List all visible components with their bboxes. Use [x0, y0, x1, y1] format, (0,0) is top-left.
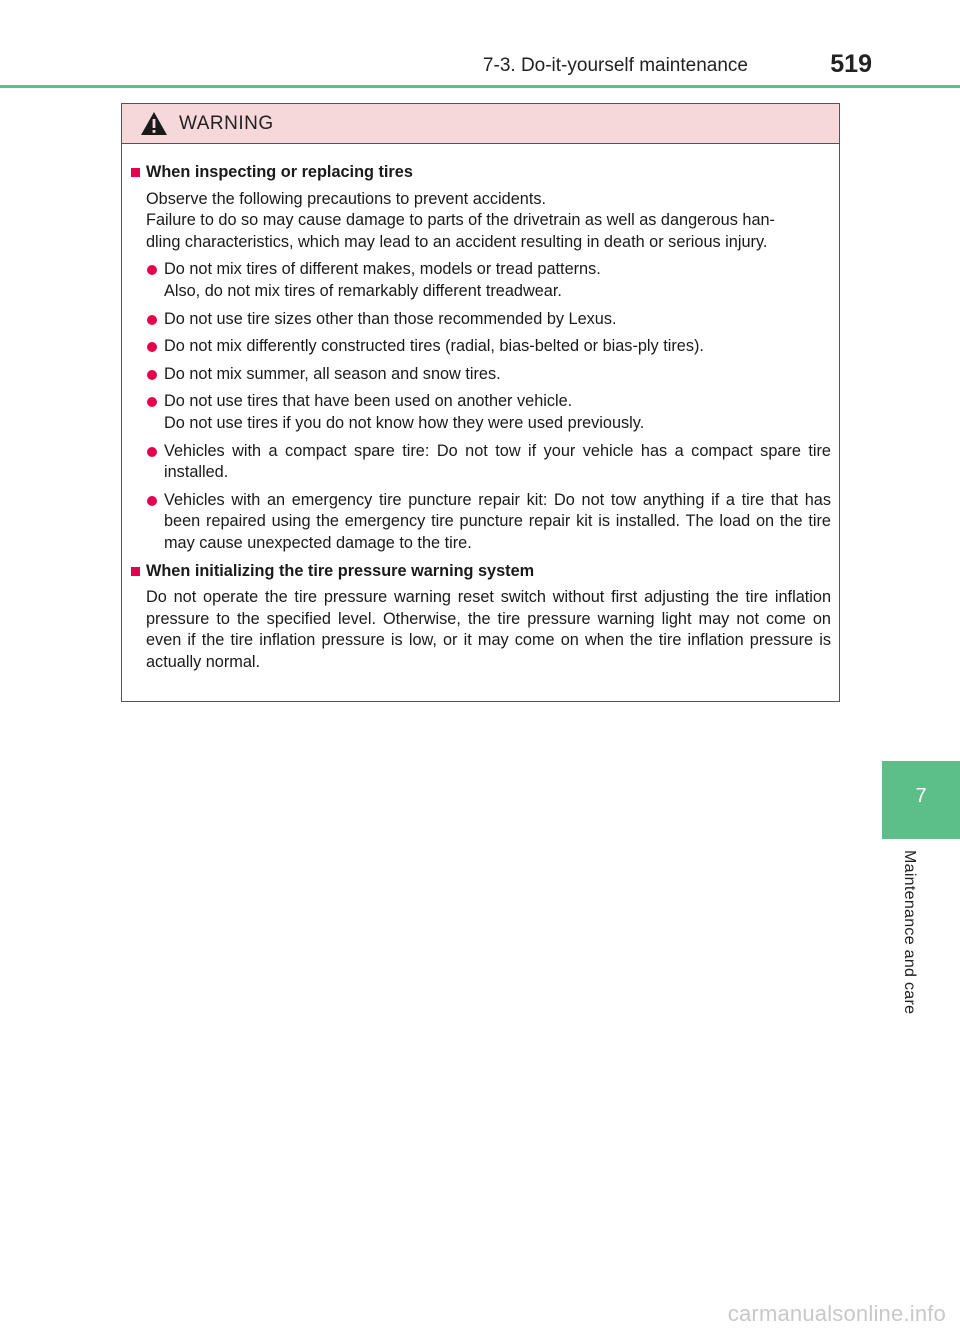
- section-heading-text: When inspecting or replacing tires: [146, 163, 413, 181]
- square-bullet-icon: [131, 168, 140, 177]
- warning-title: WARNING: [179, 113, 274, 134]
- bullet-text: Do not use tires if you do not know how they were used previously.: [164, 413, 645, 432]
- page-number: 519: [830, 50, 872, 78]
- bullet-dot-icon: [147, 370, 157, 380]
- bullet-item: [131, 441, 831, 484]
- bullet-text: Do not use tire sizes other than those recommended by Lexus.: [164, 309, 617, 328]
- page-header: [0, 0, 960, 90]
- bullet-dot-icon: [147, 447, 157, 457]
- chapter-label: Maintenance and care: [901, 850, 918, 1015]
- bullet-item: [131, 336, 831, 358]
- square-bullet-icon: [131, 567, 140, 576]
- intro-line: Failure to do so may cause damage to parts of the drivetrain as well as dangerous han-: [146, 211, 775, 230]
- watermark: carmanualsonline.info: [727, 1301, 946, 1326]
- intro-line: dling characteristics, which may lead to an accident resulting in death or serious injury.: [146, 232, 768, 251]
- bullet-dot-icon: [147, 315, 157, 325]
- section-heading-inspecting: [131, 162, 831, 184]
- bullet-dot-icon: [147, 265, 157, 275]
- bullet-item: [131, 490, 831, 555]
- section-heading-text: When initializing the tire pressure warning system: [146, 561, 535, 580]
- bullet-text: Do not mix summer, all season and snow tires.: [164, 364, 501, 383]
- section-title: 7-3. Do-it-yourself maintenance: [482, 55, 748, 76]
- bullet-text: Vehicles with an emergency tire puncture repair kit: Do not tow anything if a tire that has been repaired using the emergency tire puncture repair kit is installed. The load on the tire may cause unexpected damage to the tire.: [164, 490, 831, 552]
- bullet-item: [131, 259, 831, 302]
- bullet-text: Do not mix differently constructed tires (radial, bias-belted or bias-ply tires).: [164, 337, 704, 356]
- bullet-text: Also, do not mix tires of remarkably different treadwear.: [164, 281, 562, 300]
- bullet-text: Do not mix tires of different makes, models or tread patterns.: [164, 260, 601, 279]
- bullet-dot-icon: [147, 397, 157, 407]
- section-intro: [131, 189, 831, 254]
- warning-box: [121, 103, 840, 702]
- bullet-item: [131, 391, 831, 434]
- bullet-dot-icon: [147, 342, 157, 352]
- bullet-text: Vehicles with a compact spare tire: Do not tow if your vehicle has a compact spare tire installed.: [164, 441, 831, 482]
- chapter-number: 7: [915, 785, 927, 807]
- header-rule: [0, 85, 960, 88]
- section-heading-initializing: [131, 561, 831, 583]
- warning-header: [122, 104, 839, 144]
- intro-line: Observe the following precautions to prevent accidents.: [146, 189, 547, 208]
- bullet-text: Do not use tires that have been used on another vehicle.: [164, 392, 573, 411]
- warning-body: [122, 144, 839, 673]
- section-paragraph: Do not operate the tire pressure warning reset switch without first adjusting the tire inflation pressure to the specified level. Otherwise, the tire pressure warning light may not come on even if the tire inflation pressure is low, or it may come on when the tire inflation pressure is actually normal.: [146, 588, 831, 671]
- bullet-item: [131, 364, 831, 386]
- chapter-tab: [882, 761, 960, 839]
- bullet-item: [131, 309, 831, 331]
- bullet-dot-icon: [147, 496, 157, 506]
- warning-triangle-icon: [140, 111, 168, 136]
